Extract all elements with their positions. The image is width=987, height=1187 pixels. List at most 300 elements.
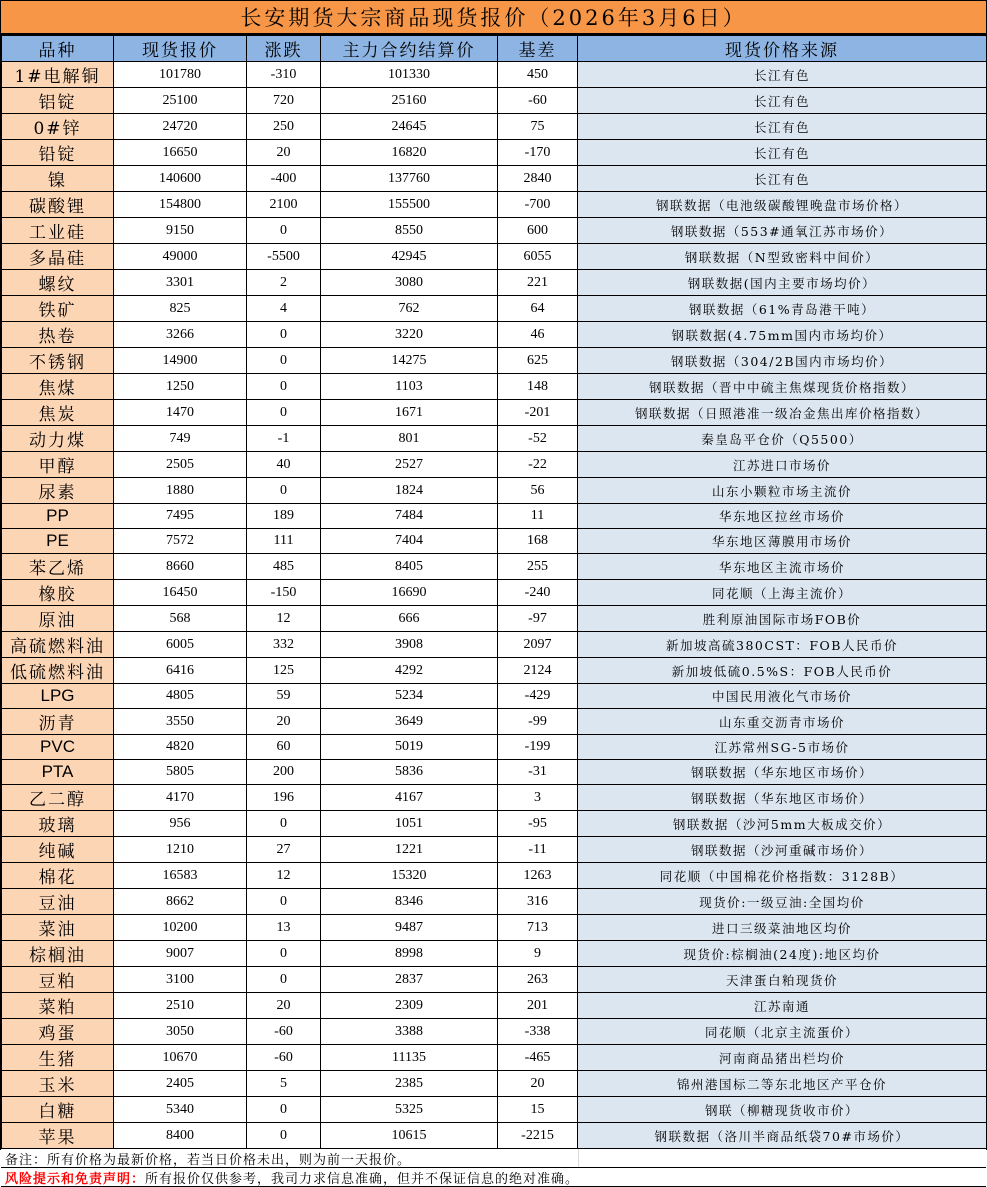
price-source: 钢联数据（晋中中硫主焦煤现货价格指数）	[578, 374, 987, 400]
basis-value: 6055	[498, 244, 578, 270]
settlement-price: 137760	[321, 166, 498, 192]
price-change: 111	[247, 529, 321, 554]
commodity-name: 玉米	[2, 1071, 114, 1097]
price-source: 现货价:一级豆油:全国均价	[578, 889, 987, 915]
commodity-name: 苯乙烯	[2, 554, 114, 580]
settlement-price: 5019	[321, 735, 498, 760]
settlement-price: 3908	[321, 632, 498, 658]
settlement-price: 8346	[321, 889, 498, 915]
spot-price: 3301	[114, 270, 247, 296]
spot-price: 8400	[114, 1123, 247, 1149]
price-change: 59	[247, 684, 321, 709]
commodity-name: PTA	[2, 760, 114, 785]
price-source: 江苏进口市场价	[578, 452, 987, 478]
settlement-price: 3388	[321, 1019, 498, 1045]
price-change: -60	[247, 1045, 321, 1071]
spot-price: 1470	[114, 400, 247, 426]
commodity-name: 热卷	[2, 322, 114, 348]
commodity-name: 铝锭	[2, 88, 114, 114]
disclaimer-label: 风险提示和免责声明：	[5, 1171, 146, 1187]
price-source: 钢联数据（沙河5mm大板成交价）	[578, 811, 987, 837]
price-source: 钢联数据（华东地区市场价）	[578, 760, 987, 785]
commodity-name: 棉花	[2, 863, 114, 889]
commodity-name: 乙二醇	[2, 785, 114, 811]
settlement-price: 16690	[321, 580, 498, 606]
price-change: 189	[247, 504, 321, 529]
spot-price: 7572	[114, 529, 247, 554]
settlement-price: 4292	[321, 658, 498, 684]
table-row	[2, 478, 987, 504]
spot-price: 4820	[114, 735, 247, 760]
price-source: 长江有色	[578, 166, 987, 192]
basis-value: -170	[498, 140, 578, 166]
settlement-price: 11135	[321, 1045, 498, 1071]
basis-value: 450	[498, 62, 578, 88]
table-row	[2, 529, 987, 554]
disclaimer-text: 所有报价仅供参考，我司力求信息准确，但并不保证信息的绝对准确。	[145, 1171, 580, 1187]
price-change: 720	[247, 88, 321, 114]
price-change: 27	[247, 837, 321, 863]
price-change: 0	[247, 478, 321, 504]
settlement-price: 1103	[321, 374, 498, 400]
price-change: 196	[247, 785, 321, 811]
settlement-price: 7404	[321, 529, 498, 554]
basis-value: -97	[498, 606, 578, 632]
spot-price: 1880	[114, 478, 247, 504]
commodity-name: 菜油	[2, 915, 114, 941]
basis-value: -52	[498, 426, 578, 452]
settlement-price: 1824	[321, 478, 498, 504]
commodity-name: 豆粕	[2, 967, 114, 993]
price-change: 0	[247, 967, 321, 993]
basis-value: 255	[498, 554, 578, 580]
price-change: 125	[247, 658, 321, 684]
table-row	[2, 140, 987, 166]
settlement-price: 801	[321, 426, 498, 452]
basis-value: 600	[498, 218, 578, 244]
price-change: 0	[247, 218, 321, 244]
settlement-price: 3649	[321, 709, 498, 735]
price-source: 长江有色	[578, 140, 987, 166]
table-row	[2, 114, 987, 140]
table-row	[2, 374, 987, 400]
basis-value: 168	[498, 529, 578, 554]
spot-price: 825	[114, 296, 247, 322]
spot-price: 49000	[114, 244, 247, 270]
price-source: 进口三级菜油地区均价	[578, 915, 987, 941]
remark-row	[1, 1149, 986, 1168]
commodity-name: 橡胶	[2, 580, 114, 606]
settlement-price: 8998	[321, 941, 498, 967]
commodity-name: 铁矿	[2, 296, 114, 322]
table-row	[2, 192, 987, 218]
price-change: 2	[247, 270, 321, 296]
basis-value: 201	[498, 993, 578, 1019]
basis-value: 20	[498, 1071, 578, 1097]
price-change: -60	[247, 1019, 321, 1045]
basis-value: -2215	[498, 1123, 578, 1149]
settlement-price: 25160	[321, 88, 498, 114]
price-source: 长江有色	[578, 62, 987, 88]
price-change: 200	[247, 760, 321, 785]
settlement-price: 5234	[321, 684, 498, 709]
price-change: -310	[247, 62, 321, 88]
price-source: 同花顺（北京主流蛋价）	[578, 1019, 987, 1045]
table-row	[2, 889, 987, 915]
basis-value: -99	[498, 709, 578, 735]
price-source: 华东地区拉丝市场价	[578, 504, 987, 529]
table-row	[2, 400, 987, 426]
spot-price: 25100	[114, 88, 247, 114]
table-row	[2, 967, 987, 993]
price-source: 钢联数据（304/2B国内市场均价）	[578, 348, 987, 374]
basis-value: 15	[498, 1097, 578, 1123]
basis-value: -240	[498, 580, 578, 606]
col-header-spot-price: 现货报价	[114, 36, 247, 62]
price-change: 250	[247, 114, 321, 140]
commodity-name: 棕榈油	[2, 941, 114, 967]
commodity-name: 尿素	[2, 478, 114, 504]
price-change: -150	[247, 580, 321, 606]
price-change: 20	[247, 709, 321, 735]
settlement-price: 1051	[321, 811, 498, 837]
spot-price: 2405	[114, 1071, 247, 1097]
basis-value: 46	[498, 322, 578, 348]
basis-value: 56	[498, 478, 578, 504]
price-change: 0	[247, 374, 321, 400]
sheet-title: 长安期货大宗商品现货报价（2026年3月6日）	[1, 0, 986, 35]
spot-price: 16650	[114, 140, 247, 166]
settlement-price: 3080	[321, 270, 498, 296]
price-source: 钢联数据（61%青岛港干吨）	[578, 296, 987, 322]
basis-value: 9	[498, 941, 578, 967]
table-row	[2, 348, 987, 374]
settlement-price: 9487	[321, 915, 498, 941]
spot-price: 956	[114, 811, 247, 837]
price-change: 0	[247, 1097, 321, 1123]
basis-value: -700	[498, 192, 578, 218]
price-source: 长江有色	[578, 88, 987, 114]
basis-value: -199	[498, 735, 578, 760]
disclaimer-row	[1, 1168, 986, 1187]
price-change: 0	[247, 400, 321, 426]
basis-value: -465	[498, 1045, 578, 1071]
settlement-price: 762	[321, 296, 498, 322]
commodity-name: 0#锌	[2, 114, 114, 140]
table-row	[2, 1123, 987, 1149]
price-change: 4	[247, 296, 321, 322]
spot-price: 2510	[114, 993, 247, 1019]
price-change: 20	[247, 993, 321, 1019]
price-change: 5	[247, 1071, 321, 1097]
notes-section	[1, 1149, 986, 1187]
basis-value: -429	[498, 684, 578, 709]
basis-value: -95	[498, 811, 578, 837]
price-source: 秦皇岛平仓价（Q5500）	[578, 426, 987, 452]
price-source: 钢联数据（洛川半商品纸袋70#市场价）	[578, 1123, 987, 1149]
settlement-price: 7484	[321, 504, 498, 529]
basis-value: 64	[498, 296, 578, 322]
table-row	[2, 837, 987, 863]
basis-value: -22	[498, 452, 578, 478]
col-header-price-source: 现货价格来源	[578, 36, 987, 62]
table-row	[2, 863, 987, 889]
spot-price: 3050	[114, 1019, 247, 1045]
table-row	[2, 684, 987, 709]
price-change: 332	[247, 632, 321, 658]
commodity-name: PVC	[2, 735, 114, 760]
commodity-name: PE	[2, 529, 114, 554]
commodity-name: LPG	[2, 684, 114, 709]
table-row	[2, 88, 987, 114]
price-source: 山东重交沥青市场价	[578, 709, 987, 735]
spot-price: 568	[114, 606, 247, 632]
cell-divider	[578, 1149, 579, 1167]
price-source: 锦州港国标二等东北地区产平仓价	[578, 1071, 987, 1097]
commodity-name: 甲醇	[2, 452, 114, 478]
col-header-commodity: 品种	[2, 36, 114, 62]
settlement-price: 3220	[321, 322, 498, 348]
table-row	[2, 915, 987, 941]
settlement-price: 10615	[321, 1123, 498, 1149]
spot-price: 1210	[114, 837, 247, 863]
settlement-price: 2385	[321, 1071, 498, 1097]
commodity-name: 沥青	[2, 709, 114, 735]
basis-value: -201	[498, 400, 578, 426]
table-row	[2, 244, 987, 270]
price-source: 钢联数据(4.75mm国内市场均价）	[578, 322, 987, 348]
table-row	[2, 580, 987, 606]
spot-price: 10200	[114, 915, 247, 941]
commodity-name: 鸡蛋	[2, 1019, 114, 1045]
table-row	[2, 296, 987, 322]
table-row	[2, 1071, 987, 1097]
basis-value: 316	[498, 889, 578, 915]
commodity-name: 焦煤	[2, 374, 114, 400]
spot-price: 16450	[114, 580, 247, 606]
price-change: 60	[247, 735, 321, 760]
commodity-name: 高硫燃料油	[2, 632, 114, 658]
table-row	[2, 1045, 987, 1071]
spot-price: 5340	[114, 1097, 247, 1123]
spot-price: 140600	[114, 166, 247, 192]
price-source: 同花顺（上海主流价）	[578, 580, 987, 606]
table-row	[2, 735, 987, 760]
commodity-name: 玻璃	[2, 811, 114, 837]
basis-value: 2840	[498, 166, 578, 192]
basis-value: 11	[498, 504, 578, 529]
basis-value: -31	[498, 760, 578, 785]
price-source: 钢联数据（沙河重碱市场价）	[578, 837, 987, 863]
price-change: 40	[247, 452, 321, 478]
price-source: 胜利原油国际市场FOB价	[578, 606, 987, 632]
price-change: 20	[247, 140, 321, 166]
price-change: 0	[247, 322, 321, 348]
col-header-basis: 基差	[498, 36, 578, 62]
price-source: 中国民用液化气市场价	[578, 684, 987, 709]
basis-value: 148	[498, 374, 578, 400]
table-row	[2, 658, 987, 684]
table-row	[2, 452, 987, 478]
spot-price: 8660	[114, 554, 247, 580]
settlement-price: 8550	[321, 218, 498, 244]
commodity-name: 工业硅	[2, 218, 114, 244]
table-body	[2, 62, 987, 1149]
settlement-price: 1671	[321, 400, 498, 426]
settlement-price: 15320	[321, 863, 498, 889]
table-row	[2, 606, 987, 632]
price-change: -5500	[247, 244, 321, 270]
spot-price: 7495	[114, 504, 247, 529]
price-change: 485	[247, 554, 321, 580]
settlement-price: 2527	[321, 452, 498, 478]
spot-price: 24720	[114, 114, 247, 140]
commodity-name: 白糖	[2, 1097, 114, 1123]
table-row	[2, 218, 987, 244]
table-row	[2, 322, 987, 348]
settlement-price: 42945	[321, 244, 498, 270]
settlement-price: 8405	[321, 554, 498, 580]
commodity-name: 铅锭	[2, 140, 114, 166]
spot-price: 3266	[114, 322, 247, 348]
commodity-name: 焦炭	[2, 400, 114, 426]
settlement-price: 2837	[321, 967, 498, 993]
basis-value: -11	[498, 837, 578, 863]
settlement-price: 666	[321, 606, 498, 632]
price-change: 0	[247, 348, 321, 374]
table-row	[2, 1097, 987, 1123]
settlement-price: 16820	[321, 140, 498, 166]
price-source: 长江有色	[578, 114, 987, 140]
spot-price: 9007	[114, 941, 247, 967]
table-row	[2, 709, 987, 735]
table-row	[2, 785, 987, 811]
price-change: 0	[247, 889, 321, 915]
basis-value: 625	[498, 348, 578, 374]
spot-price: 3100	[114, 967, 247, 993]
basis-value: 3	[498, 785, 578, 811]
settlement-price: 24645	[321, 114, 498, 140]
basis-value: 221	[498, 270, 578, 296]
basis-value: 2124	[498, 658, 578, 684]
commodity-name: 低硫燃料油	[2, 658, 114, 684]
price-source: 钢联数据（日照港准一级冶金焦出库价格指数）	[578, 400, 987, 426]
price-change: -400	[247, 166, 321, 192]
price-source: 华东地区主流市场价	[578, 554, 987, 580]
spot-price: 10670	[114, 1045, 247, 1071]
commodity-name: 豆油	[2, 889, 114, 915]
spot-price: 6416	[114, 658, 247, 684]
spot-price: 16583	[114, 863, 247, 889]
price-change: 0	[247, 941, 321, 967]
spot-price: 3550	[114, 709, 247, 735]
settlement-price: 14275	[321, 348, 498, 374]
settlement-price: 5325	[321, 1097, 498, 1123]
table-row	[2, 166, 987, 192]
price-source: 华东地区薄膜用市场价	[578, 529, 987, 554]
settlement-price: 4167	[321, 785, 498, 811]
price-change: 13	[247, 915, 321, 941]
basis-value: -338	[498, 1019, 578, 1045]
spot-price: 2505	[114, 452, 247, 478]
settlement-price: 2309	[321, 993, 498, 1019]
basis-value: 713	[498, 915, 578, 941]
spot-price: 9150	[114, 218, 247, 244]
commodity-name: 碳酸锂	[2, 192, 114, 218]
col-header-settlement-price: 主力合约结算价	[321, 36, 498, 62]
commodity-name: 1#电解铜	[2, 62, 114, 88]
spot-price: 154800	[114, 192, 247, 218]
settlement-price: 1221	[321, 837, 498, 863]
commodity-name: 苹果	[2, 1123, 114, 1149]
price-table	[1, 35, 987, 1149]
price-source: 钢联数据（553#通氧江苏市场价）	[578, 218, 987, 244]
basis-value: 263	[498, 967, 578, 993]
basis-value: 75	[498, 114, 578, 140]
basis-value: 2097	[498, 632, 578, 658]
price-source: 新加坡低硫0.5%S：FOB人民币价	[578, 658, 987, 684]
price-change: -1	[247, 426, 321, 452]
table-row	[2, 993, 987, 1019]
price-change: 12	[247, 863, 321, 889]
commodity-name: 纯碱	[2, 837, 114, 863]
table-row	[2, 504, 987, 529]
settlement-price: 155500	[321, 192, 498, 218]
commodity-name: 菜粕	[2, 993, 114, 1019]
table-row	[2, 270, 987, 296]
spot-price: 4170	[114, 785, 247, 811]
price-source: 钢联数据（电池级碳酸锂晚盘市场价格）	[578, 192, 987, 218]
table-row	[2, 632, 987, 658]
price-source: 钢联数据（华东地区市场价）	[578, 785, 987, 811]
commodity-name: PP	[2, 504, 114, 529]
basis-value: 1263	[498, 863, 578, 889]
price-source: 钢联数据(国内主要市场均价）	[578, 270, 987, 296]
spot-price: 14900	[114, 348, 247, 374]
spot-price: 1250	[114, 374, 247, 400]
remark-text: 备注：所有价格为最新价格，若当日价格未出，则为前一天报价。	[5, 1152, 412, 1168]
price-source: 钢联（柳糖现货收市价）	[578, 1097, 987, 1123]
commodity-name: 镍	[2, 166, 114, 192]
col-header-change: 涨跌	[247, 36, 321, 62]
table-row	[2, 426, 987, 452]
table-row	[2, 811, 987, 837]
commodity-name: 生猪	[2, 1045, 114, 1071]
price-change: 0	[247, 1123, 321, 1149]
price-source: 新加坡高硫380CST：FOB人民币价	[578, 632, 987, 658]
table-row	[2, 941, 987, 967]
spot-price: 4805	[114, 684, 247, 709]
commodity-name: 原油	[2, 606, 114, 632]
commodity-name: 动力煤	[2, 426, 114, 452]
price-source: 山东小颗粒市场主流价	[578, 478, 987, 504]
price-change: 0	[247, 811, 321, 837]
price-change: 12	[247, 606, 321, 632]
price-source: 钢联数据（N型致密料中间价）	[578, 244, 987, 270]
spot-price: 8662	[114, 889, 247, 915]
commodity-name: 多晶硅	[2, 244, 114, 270]
price-source: 江苏南通	[578, 993, 987, 1019]
table-row	[2, 62, 987, 88]
commodity-name: 不锈钢	[2, 348, 114, 374]
settlement-price: 5836	[321, 760, 498, 785]
spot-price: 749	[114, 426, 247, 452]
price-source: 同花顺（中国棉花价格指数：3128B）	[578, 863, 987, 889]
price-source: 现货价:棕榈油(24度):地区均价	[578, 941, 987, 967]
settlement-price: 101330	[321, 62, 498, 88]
table-row	[2, 760, 987, 785]
price-source: 江苏常州SG-5市场价	[578, 735, 987, 760]
